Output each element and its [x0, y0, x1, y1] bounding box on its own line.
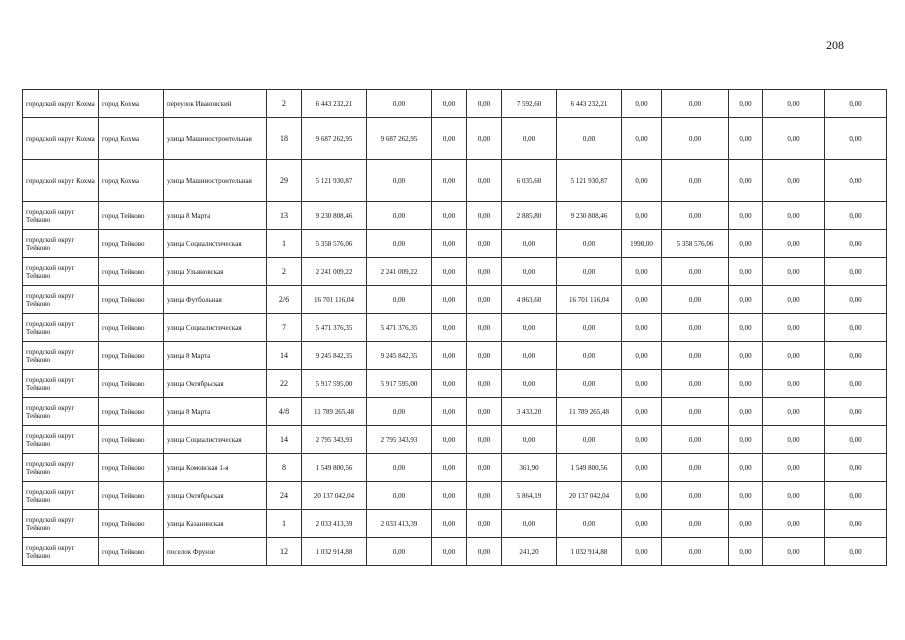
amount-cell: 20 137 042,04 — [302, 482, 367, 510]
city-cell: город Тейково — [99, 454, 164, 482]
amount-cell: 0,00 — [367, 90, 432, 118]
amount-cell: 9 230 808,46 — [557, 202, 622, 230]
amount-cell: 0,00 — [367, 160, 432, 202]
amount-cell: 0,00 — [432, 398, 467, 426]
table-row — [23, 538, 887, 566]
amount-cell: 0,00 — [729, 398, 763, 426]
amount-cell: 9 230 808,46 — [302, 202, 367, 230]
amount-cell: 0,00 — [467, 370, 502, 398]
city-cell: город Тейково — [99, 482, 164, 510]
amount-cell: 5 917 595,00 — [367, 370, 432, 398]
amount-cell: 6 443 232,21 — [302, 90, 367, 118]
amount-cell: 0,00 — [763, 160, 825, 202]
amount-cell: 0,00 — [502, 314, 557, 342]
amount-cell: 9 687 262,95 — [302, 118, 367, 160]
amount-cell: 0,00 — [622, 342, 662, 370]
table-row — [23, 314, 887, 342]
amount-cell: 0,00 — [432, 160, 467, 202]
house-number-cell: 2 — [267, 90, 302, 118]
amount-cell: 0,00 — [662, 160, 729, 202]
city-cell: город Тейково — [99, 370, 164, 398]
amount-cell: 5 471 376,35 — [367, 314, 432, 342]
city-cell: город Тейково — [99, 426, 164, 454]
amount-cell: 5 358 576,06 — [662, 230, 729, 258]
amount-cell: 1 549 800,56 — [302, 454, 367, 482]
street-cell: улица Октябрьская — [164, 482, 267, 510]
amount-cell: 0,00 — [729, 314, 763, 342]
amount-cell: 0,00 — [763, 398, 825, 426]
amount-cell: 2 033 413,39 — [367, 510, 432, 538]
amount-cell: 3 433,20 — [502, 398, 557, 426]
page-number: 208 — [826, 38, 844, 52]
table-row — [23, 510, 887, 538]
amount-cell: 2 885,80 — [502, 202, 557, 230]
amount-cell: 0,00 — [432, 510, 467, 538]
amount-cell: 0,00 — [763, 510, 825, 538]
amount-cell: 0,00 — [432, 202, 467, 230]
house-number-cell: 18 — [267, 118, 302, 160]
municipality-cell: городской округ Тейково — [23, 258, 99, 286]
amount-cell: 0,00 — [729, 426, 763, 454]
amount-cell: 361,90 — [502, 454, 557, 482]
house-number-cell: 7 — [267, 314, 302, 342]
house-number-cell: 2/6 — [267, 286, 302, 314]
amount-cell: 0,00 — [432, 230, 467, 258]
city-cell: город Кохма — [99, 160, 164, 202]
amount-cell: 4 863,60 — [502, 286, 557, 314]
street-cell: улица Социалистическая — [164, 314, 267, 342]
amount-cell: 0,00 — [367, 398, 432, 426]
amount-cell: 0,00 — [467, 118, 502, 160]
street-cell: улица 8 Марта — [164, 342, 267, 370]
amount-cell: 0,00 — [662, 90, 729, 118]
amount-cell: 1998,00 — [622, 230, 662, 258]
amount-cell: 0,00 — [367, 454, 432, 482]
amount-cell: 0,00 — [729, 454, 763, 482]
amount-cell: 0,00 — [622, 258, 662, 286]
amount-cell: 0,00 — [367, 202, 432, 230]
table-row — [23, 202, 887, 230]
amount-cell: 0,00 — [763, 314, 825, 342]
street-cell: улица Социалистическая — [164, 426, 267, 454]
amount-cell: 241,20 — [502, 538, 557, 566]
amount-cell: 0,00 — [367, 538, 432, 566]
amount-cell: 0,00 — [662, 454, 729, 482]
city-cell: город Тейково — [99, 286, 164, 314]
house-number-cell: 24 — [267, 482, 302, 510]
amount-cell: 0,00 — [622, 426, 662, 454]
city-cell: город Кохма — [99, 118, 164, 160]
amount-cell: 5 121 930,87 — [557, 160, 622, 202]
municipality-cell: городской округ Тейково — [23, 230, 99, 258]
amount-cell: 0,00 — [502, 230, 557, 258]
amount-cell: 0,00 — [662, 482, 729, 510]
amount-cell: 0,00 — [432, 342, 467, 370]
table-row — [23, 160, 887, 202]
amount-cell: 0,00 — [502, 342, 557, 370]
amount-cell: 0,00 — [763, 454, 825, 482]
amount-cell: 5 864,19 — [502, 482, 557, 510]
amount-cell: 11 789 265,48 — [557, 398, 622, 426]
amount-cell: 0,00 — [467, 342, 502, 370]
city-cell: город Тейково — [99, 538, 164, 566]
street-cell: улица 8 Марта — [164, 202, 267, 230]
amount-cell: 1 549 800,56 — [557, 454, 622, 482]
street-cell: улица Машиностроительная — [164, 118, 267, 160]
amount-cell: 0,00 — [662, 370, 729, 398]
table-row — [23, 342, 887, 370]
amount-cell: 0,00 — [432, 314, 467, 342]
amount-cell: 0,00 — [467, 510, 502, 538]
amount-cell: 0,00 — [825, 538, 887, 566]
amount-cell: 0,00 — [557, 230, 622, 258]
amount-cell: 0,00 — [622, 398, 662, 426]
amount-cell: 2 795 343,93 — [302, 426, 367, 454]
amount-cell: 2 795 343,93 — [367, 426, 432, 454]
amount-cell: 0,00 — [432, 426, 467, 454]
amount-cell: 6 035,60 — [502, 160, 557, 202]
amount-cell: 7 592,60 — [502, 90, 557, 118]
amount-cell: 0,00 — [729, 160, 763, 202]
amount-cell: 0,00 — [467, 230, 502, 258]
city-cell: город Тейково — [99, 230, 164, 258]
amount-cell: 0,00 — [467, 258, 502, 286]
amount-cell: 0,00 — [367, 482, 432, 510]
register-table — [22, 89, 887, 566]
amount-cell: 0,00 — [729, 258, 763, 286]
amount-cell: 0,00 — [432, 90, 467, 118]
house-number-cell: 14 — [267, 342, 302, 370]
table-row — [23, 398, 887, 426]
amount-cell: 0,00 — [825, 90, 887, 118]
municipality-cell: городской округ Кохма — [23, 118, 99, 160]
municipality-cell: городской округ Тейково — [23, 538, 99, 566]
municipality-cell: городской округ Тейково — [23, 398, 99, 426]
amount-cell: 0,00 — [825, 454, 887, 482]
amount-cell: 0,00 — [763, 370, 825, 398]
amount-cell: 0,00 — [432, 286, 467, 314]
amount-cell: 0,00 — [763, 118, 825, 160]
amount-cell: 0,00 — [622, 160, 662, 202]
municipality-cell: городской округ Тейково — [23, 482, 99, 510]
amount-cell: 0,00 — [825, 230, 887, 258]
amount-cell: 0,00 — [729, 482, 763, 510]
amount-cell: 0,00 — [467, 160, 502, 202]
amount-cell: 2 241 009,22 — [302, 258, 367, 286]
amount-cell: 9 245 842,35 — [302, 342, 367, 370]
amount-cell: 0,00 — [662, 342, 729, 370]
amount-cell: 0,00 — [432, 538, 467, 566]
amount-cell: 0,00 — [622, 510, 662, 538]
amount-cell: 0,00 — [662, 118, 729, 160]
amount-cell: 0,00 — [729, 538, 763, 566]
amount-cell: 0,00 — [502, 426, 557, 454]
amount-cell: 0,00 — [763, 202, 825, 230]
amount-cell: 0,00 — [825, 370, 887, 398]
municipality-cell: городской округ Тейково — [23, 370, 99, 398]
amount-cell: 0,00 — [825, 482, 887, 510]
house-number-cell: 22 — [267, 370, 302, 398]
street-cell: улица Ульяновская — [164, 258, 267, 286]
amount-cell: 0,00 — [825, 258, 887, 286]
amount-cell: 0,00 — [557, 118, 622, 160]
amount-cell: 0,00 — [622, 286, 662, 314]
amount-cell: 0,00 — [367, 230, 432, 258]
amount-cell: 0,00 — [622, 90, 662, 118]
amount-cell: 5 471 376,35 — [302, 314, 367, 342]
amount-cell: 0,00 — [662, 538, 729, 566]
amount-cell: 0,00 — [662, 286, 729, 314]
amount-cell: 0,00 — [622, 202, 662, 230]
amount-cell: 0,00 — [467, 538, 502, 566]
street-cell: улица Машиностроительная — [164, 160, 267, 202]
amount-cell: 0,00 — [432, 258, 467, 286]
street-cell: переулок Ивановский — [164, 90, 267, 118]
municipality-cell: городской округ Тейково — [23, 426, 99, 454]
amount-cell: 0,00 — [763, 258, 825, 286]
amount-cell: 0,00 — [825, 160, 887, 202]
amount-cell: 0,00 — [367, 286, 432, 314]
amount-cell: 0,00 — [662, 510, 729, 538]
municipality-cell: городской округ Тейково — [23, 454, 99, 482]
amount-cell: 1 032 914,88 — [557, 538, 622, 566]
amount-cell: 0,00 — [729, 118, 763, 160]
house-number-cell: 8 — [267, 454, 302, 482]
amount-cell: 0,00 — [825, 398, 887, 426]
amount-cell: 5 917 595,00 — [302, 370, 367, 398]
city-cell: город Тейково — [99, 202, 164, 230]
table-row — [23, 482, 887, 510]
city-cell: город Тейково — [99, 510, 164, 538]
street-cell: улица Комовская 1-я — [164, 454, 267, 482]
amount-cell: 0,00 — [825, 286, 887, 314]
table-row — [23, 90, 887, 118]
amount-cell: 0,00 — [763, 538, 825, 566]
amount-cell: 0,00 — [467, 454, 502, 482]
amount-cell: 0,00 — [763, 286, 825, 314]
table-row — [23, 454, 887, 482]
amount-cell: 0,00 — [662, 398, 729, 426]
amount-cell: 0,00 — [825, 314, 887, 342]
municipality-cell: городской округ Тейково — [23, 510, 99, 538]
amount-cell: 0,00 — [467, 90, 502, 118]
amount-cell: 0,00 — [467, 202, 502, 230]
municipality-cell: городской округ Тейково — [23, 286, 99, 314]
table-row — [23, 118, 887, 160]
amount-cell: 0,00 — [825, 202, 887, 230]
amount-cell: 0,00 — [502, 370, 557, 398]
house-number-cell: 14 — [267, 426, 302, 454]
amount-cell: 0,00 — [467, 286, 502, 314]
city-cell: город Кохма — [99, 90, 164, 118]
amount-cell: 0,00 — [467, 398, 502, 426]
municipality-cell: городской округ Кохма — [23, 90, 99, 118]
amount-cell: 0,00 — [729, 90, 763, 118]
amount-cell: 5 121 930,87 — [302, 160, 367, 202]
amount-cell: 0,00 — [557, 370, 622, 398]
street-cell: улица Футбольная — [164, 286, 267, 314]
amount-cell: 0,00 — [622, 314, 662, 342]
amount-cell: 2 033 413,39 — [302, 510, 367, 538]
table-row — [23, 286, 887, 314]
house-number-cell: 2 — [267, 258, 302, 286]
house-number-cell: 1 — [267, 510, 302, 538]
amount-cell: 0,00 — [557, 510, 622, 538]
house-number-cell: 13 — [267, 202, 302, 230]
amount-cell: 0,00 — [467, 482, 502, 510]
street-cell: улица Октябрьская — [164, 370, 267, 398]
city-cell: город Тейково — [99, 314, 164, 342]
amount-cell: 0,00 — [622, 482, 662, 510]
amount-cell: 9 687 262,95 — [367, 118, 432, 160]
amount-cell: 0,00 — [729, 286, 763, 314]
table-row — [23, 230, 887, 258]
amount-cell: 0,00 — [622, 538, 662, 566]
amount-cell: 0,00 — [763, 342, 825, 370]
amount-cell: 1 032 914,88 — [302, 538, 367, 566]
house-number-cell: 4/8 — [267, 398, 302, 426]
street-cell: улица Социалистическая — [164, 230, 267, 258]
table-row — [23, 370, 887, 398]
amount-cell: 0,00 — [502, 510, 557, 538]
city-cell: город Тейково — [99, 398, 164, 426]
city-cell: город Тейково — [99, 258, 164, 286]
amount-cell: 16 701 116,04 — [557, 286, 622, 314]
amount-cell: 0,00 — [557, 342, 622, 370]
amount-cell: 0,00 — [662, 314, 729, 342]
amount-cell: 0,00 — [432, 118, 467, 160]
amount-cell: 0,00 — [557, 426, 622, 454]
amount-cell: 0,00 — [622, 454, 662, 482]
street-cell: улица 8 Марта — [164, 398, 267, 426]
amount-cell: 9 245 842,35 — [367, 342, 432, 370]
amount-cell: 0,00 — [432, 454, 467, 482]
amount-cell: 0,00 — [825, 342, 887, 370]
amount-cell: 0,00 — [763, 230, 825, 258]
municipality-cell: городской округ Тейково — [23, 342, 99, 370]
amount-cell: 11 789 265,48 — [302, 398, 367, 426]
table-row — [23, 258, 887, 286]
amount-cell: 0,00 — [622, 118, 662, 160]
amount-cell: 0,00 — [825, 118, 887, 160]
amount-cell: 0,00 — [622, 370, 662, 398]
street-cell: улица Казанинская — [164, 510, 267, 538]
municipality-cell: городской округ Тейково — [23, 314, 99, 342]
municipality-cell: городской округ Тейково — [23, 202, 99, 230]
amount-cell: 0,00 — [825, 426, 887, 454]
amount-cell: 0,00 — [763, 90, 825, 118]
amount-cell: 0,00 — [557, 314, 622, 342]
table-row — [23, 426, 887, 454]
amount-cell: 20 137 042,04 — [557, 482, 622, 510]
amount-cell: 0,00 — [763, 426, 825, 454]
amount-cell: 0,00 — [557, 258, 622, 286]
amount-cell: 0,00 — [502, 118, 557, 160]
amount-cell: 0,00 — [432, 370, 467, 398]
amount-cell: 0,00 — [432, 482, 467, 510]
city-cell: город Тейково — [99, 342, 164, 370]
amount-cell: 0,00 — [502, 258, 557, 286]
amount-cell: 0,00 — [467, 426, 502, 454]
amount-cell: 16 701 116,04 — [302, 286, 367, 314]
street-cell: поселок Фрунзе — [164, 538, 267, 566]
amount-cell: 6 443 232,21 — [557, 90, 622, 118]
amount-cell: 0,00 — [729, 202, 763, 230]
house-number-cell: 29 — [267, 160, 302, 202]
house-number-cell: 1 — [267, 230, 302, 258]
amount-cell: 0,00 — [825, 510, 887, 538]
municipality-cell: городской округ Кохма — [23, 160, 99, 202]
amount-cell: 0,00 — [662, 202, 729, 230]
amount-cell: 0,00 — [729, 230, 763, 258]
amount-cell: 0,00 — [467, 314, 502, 342]
amount-cell: 0,00 — [729, 342, 763, 370]
house-number-cell: 12 — [267, 538, 302, 566]
amount-cell: 0,00 — [729, 370, 763, 398]
amount-cell: 2 241 009,22 — [367, 258, 432, 286]
amount-cell: 5 358 576,06 — [302, 230, 367, 258]
amount-cell: 0,00 — [662, 258, 729, 286]
amount-cell: 0,00 — [763, 482, 825, 510]
amount-cell: 0,00 — [729, 510, 763, 538]
amount-cell: 0,00 — [662, 426, 729, 454]
